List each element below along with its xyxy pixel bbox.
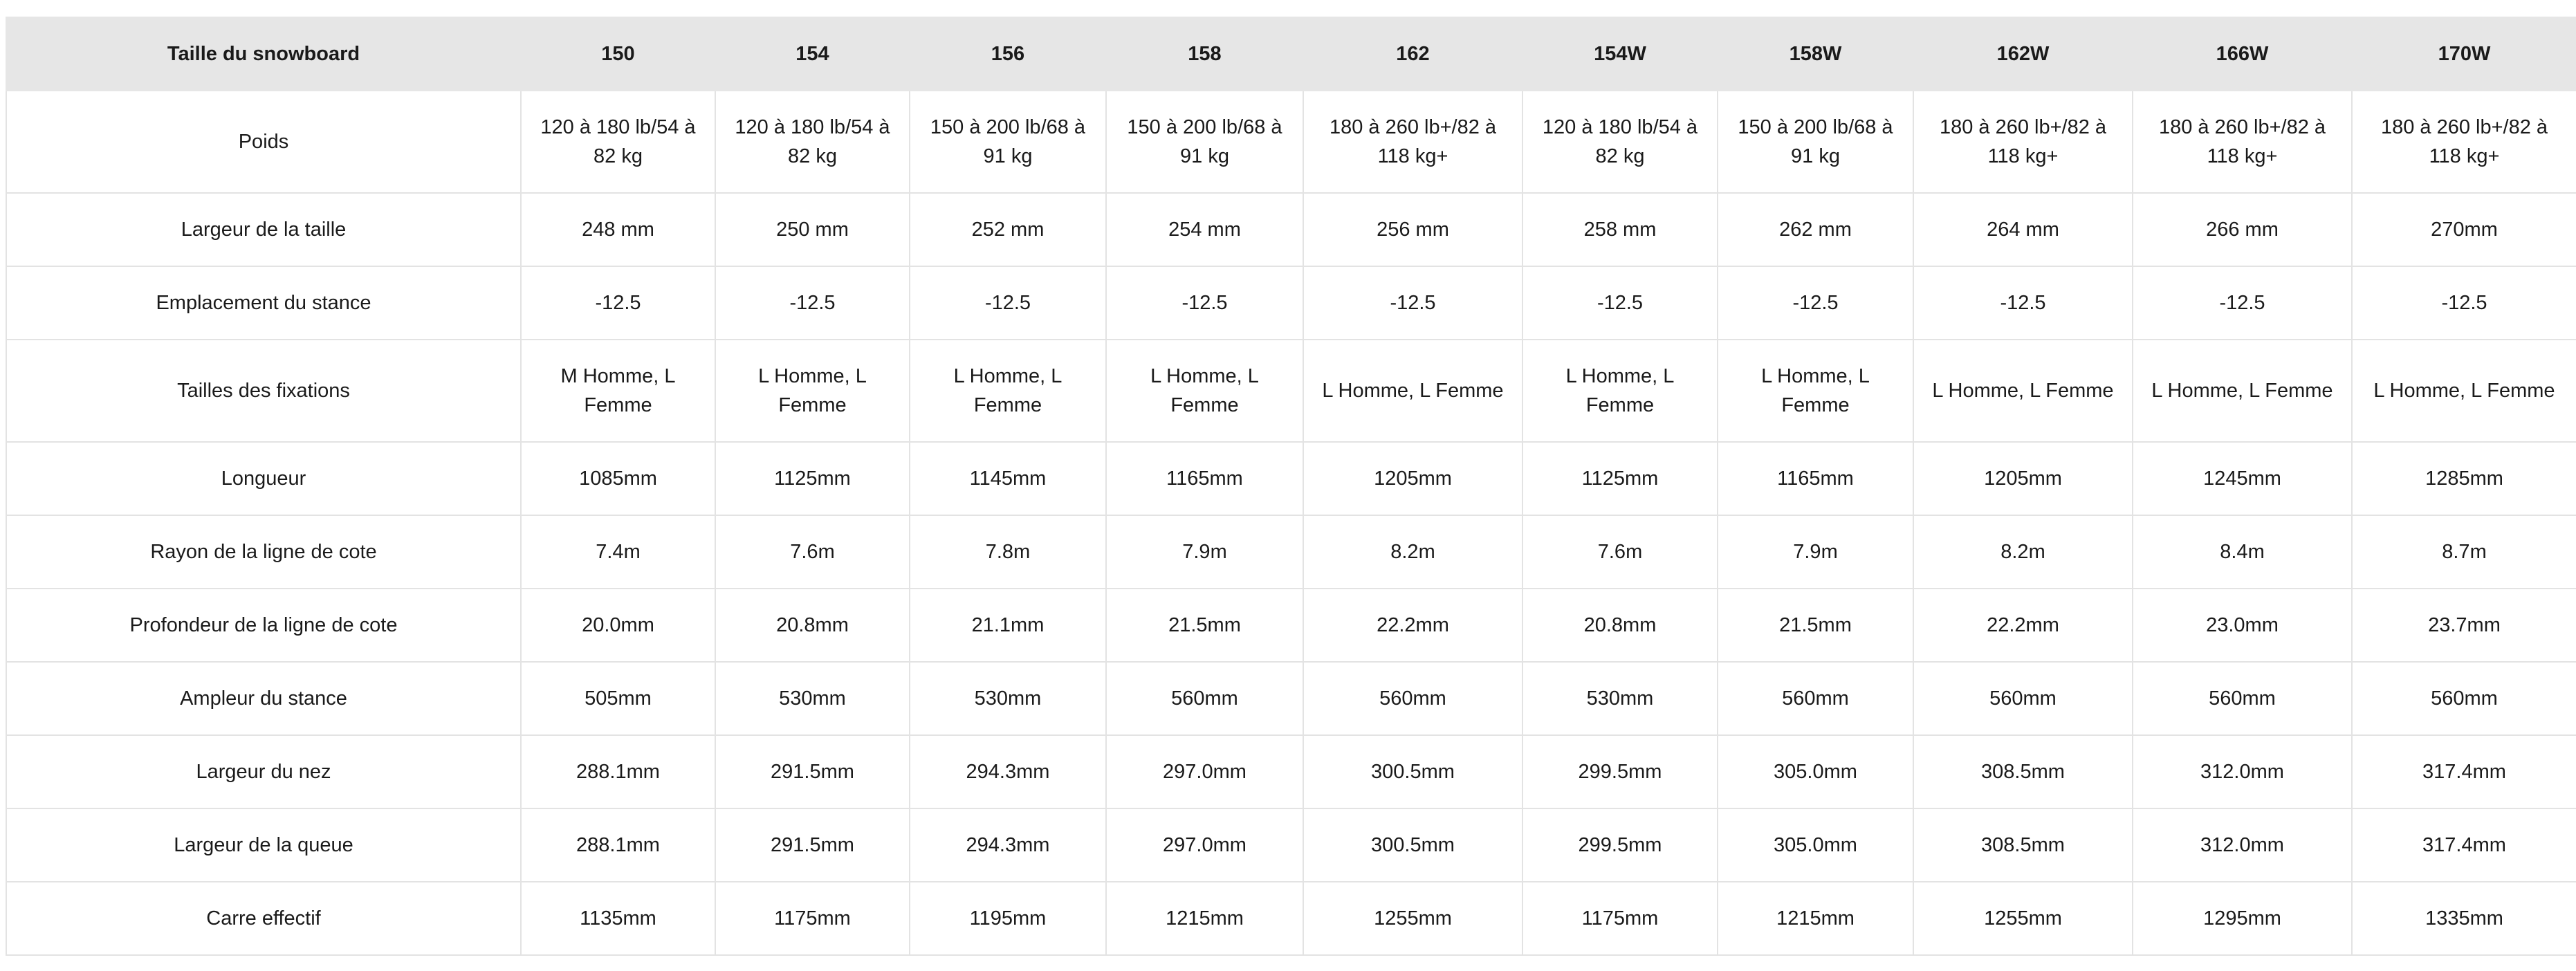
header-size-cell: 158 [1106, 17, 1303, 91]
value-cell: 312.0mm [2133, 735, 2352, 808]
value-cell: -12.5 [1522, 266, 1718, 340]
value-cell: 120 à 180 lb/54 à 82 kg [1522, 91, 1718, 193]
value-cell: L Homme, L Femme [1303, 340, 1522, 442]
value-cell: 1205mm [1303, 442, 1522, 515]
value-cell: 305.0mm [1718, 808, 1913, 882]
value-cell: 8.2m [1913, 515, 2133, 589]
value-cell: 256 mm [1303, 193, 1522, 266]
value-cell: 180 à 260 lb+/82 à 118 kg+ [2352, 91, 2576, 193]
value-cell: L Homme, L Femme [1913, 340, 2133, 442]
value-cell: 1125mm [1522, 442, 1718, 515]
row-label-cell: Ampleur du stance [6, 662, 521, 735]
value-cell: 505mm [521, 662, 715, 735]
value-cell: 1125mm [715, 442, 910, 515]
value-cell: 23.0mm [2133, 589, 2352, 662]
value-cell: 1335mm [2352, 882, 2576, 955]
value-cell: 270mm [2352, 193, 2576, 266]
value-cell: 23.7mm [2352, 589, 2576, 662]
value-cell: 1165mm [1718, 442, 1913, 515]
row-label-cell: Largeur du nez [6, 735, 521, 808]
value-cell: 560mm [2133, 662, 2352, 735]
value-cell: 1215mm [1718, 882, 1913, 955]
value-cell: 150 à 200 lb/68 à 91 kg [1106, 91, 1303, 193]
value-cell: -12.5 [2352, 266, 2576, 340]
value-cell: 291.5mm [715, 735, 910, 808]
value-cell: L Homme, L Femme [910, 340, 1106, 442]
value-cell: -12.5 [521, 266, 715, 340]
value-cell: 1255mm [1913, 882, 2133, 955]
row-label-cell: Rayon de la ligne de cote [6, 515, 521, 589]
value-cell: 22.2mm [1913, 589, 2133, 662]
header-size-cell: 162W [1913, 17, 2133, 91]
value-cell: 254 mm [1106, 193, 1303, 266]
value-cell: 22.2mm [1303, 589, 1522, 662]
value-cell: 266 mm [2133, 193, 2352, 266]
value-cell: 264 mm [1913, 193, 2133, 266]
value-cell: 150 à 200 lb/68 à 91 kg [1718, 91, 1913, 193]
value-cell: 1195mm [910, 882, 1106, 955]
value-cell: M Homme, L Femme [521, 340, 715, 442]
value-cell: 305.0mm [1718, 735, 1913, 808]
value-cell: 252 mm [910, 193, 1106, 266]
value-cell: 291.5mm [715, 808, 910, 882]
value-cell: -12.5 [715, 266, 910, 340]
row-label-cell: Emplacement du stance [6, 266, 521, 340]
table-row [6, 882, 2576, 955]
table-header [6, 17, 2576, 91]
table-row [6, 193, 2576, 266]
value-cell: 1295mm [2133, 882, 2352, 955]
value-cell: 1215mm [1106, 882, 1303, 955]
header-size-cell: 162 [1303, 17, 1522, 91]
header-label-cell: Taille du snowboard [6, 17, 521, 91]
value-cell: 180 à 260 lb+/82 à 118 kg+ [1913, 91, 2133, 193]
value-cell: 1135mm [521, 882, 715, 955]
value-cell: 7.8m [910, 515, 1106, 589]
value-cell: 560mm [1718, 662, 1913, 735]
value-cell: 312.0mm [2133, 808, 2352, 882]
value-cell: 7.4m [521, 515, 715, 589]
value-cell: -12.5 [2133, 266, 2352, 340]
value-cell: 299.5mm [1522, 735, 1718, 808]
value-cell: 180 à 260 lb+/82 à 118 kg+ [1303, 91, 1522, 193]
row-label-cell: Profondeur de la ligne de cote [6, 589, 521, 662]
value-cell: 1165mm [1106, 442, 1303, 515]
row-label-cell: Tailles des fixations [6, 340, 521, 442]
value-cell: L Homme, L Femme [2352, 340, 2576, 442]
table-row [6, 735, 2576, 808]
value-cell: 7.6m [715, 515, 910, 589]
value-cell: 21.5mm [1106, 589, 1303, 662]
spec-table-container [6, 17, 2576, 956]
value-cell: 1255mm [1303, 882, 1522, 955]
row-label-cell: Largeur de la taille [6, 193, 521, 266]
value-cell: 560mm [1303, 662, 1522, 735]
value-cell: 120 à 180 lb/54 à 82 kg [715, 91, 910, 193]
value-cell: 530mm [910, 662, 1106, 735]
value-cell: 20.0mm [521, 589, 715, 662]
value-cell: -12.5 [910, 266, 1106, 340]
value-cell: 297.0mm [1106, 808, 1303, 882]
snowboard-size-chart [6, 17, 2576, 956]
value-cell: -12.5 [1913, 266, 2133, 340]
header-size-cell: 154W [1522, 17, 1718, 91]
value-cell: 308.5mm [1913, 808, 2133, 882]
value-cell: 530mm [715, 662, 910, 735]
table-row [6, 808, 2576, 882]
row-label-cell: Largeur de la queue [6, 808, 521, 882]
value-cell: 20.8mm [1522, 589, 1718, 662]
table-row [6, 340, 2576, 442]
value-cell: 150 à 200 lb/68 à 91 kg [910, 91, 1106, 193]
value-cell: -12.5 [1303, 266, 1522, 340]
header-size-cell: 166W [2133, 17, 2352, 91]
value-cell: 7.9m [1718, 515, 1913, 589]
value-cell: 20.8mm [715, 589, 910, 662]
value-cell: 7.9m [1106, 515, 1303, 589]
value-cell: 300.5mm [1303, 735, 1522, 808]
value-cell: 250 mm [715, 193, 910, 266]
value-cell: 560mm [2352, 662, 2576, 735]
table-body [6, 91, 2576, 955]
value-cell: 8.7m [2352, 515, 2576, 589]
value-cell: 1145mm [910, 442, 1106, 515]
value-cell: 308.5mm [1913, 735, 2133, 808]
row-label-cell: Poids [6, 91, 521, 193]
value-cell: 262 mm [1718, 193, 1913, 266]
value-cell: 288.1mm [521, 735, 715, 808]
row-label-cell: Longueur [6, 442, 521, 515]
table-row [6, 589, 2576, 662]
value-cell: 180 à 260 lb+/82 à 118 kg+ [2133, 91, 2352, 193]
header-size-cell: 158W [1718, 17, 1913, 91]
table-row [6, 515, 2576, 589]
value-cell: 1085mm [521, 442, 715, 515]
value-cell: 299.5mm [1522, 808, 1718, 882]
value-cell: 8.4m [2133, 515, 2352, 589]
value-cell: 8.2m [1303, 515, 1522, 589]
value-cell: 7.6m [1522, 515, 1718, 589]
table-row [6, 266, 2576, 340]
value-cell: 1175mm [1522, 882, 1718, 955]
value-cell: 297.0mm [1106, 735, 1303, 808]
header-size-cell: 154 [715, 17, 910, 91]
value-cell: 1175mm [715, 882, 910, 955]
value-cell: 317.4mm [2352, 735, 2576, 808]
value-cell: 21.1mm [910, 589, 1106, 662]
value-cell: 1205mm [1913, 442, 2133, 515]
table-row [6, 91, 2576, 193]
value-cell: 288.1mm [521, 808, 715, 882]
value-cell: 530mm [1522, 662, 1718, 735]
value-cell: 248 mm [521, 193, 715, 266]
value-cell: 1285mm [2352, 442, 2576, 515]
row-label-cell: Carre effectif [6, 882, 521, 955]
value-cell: 317.4mm [2352, 808, 2576, 882]
value-cell: L Homme, L Femme [2133, 340, 2352, 442]
header-size-cell: 156 [910, 17, 1106, 91]
table-row [6, 442, 2576, 515]
value-cell: -12.5 [1106, 266, 1303, 340]
table-row [6, 662, 2576, 735]
value-cell: L Homme, L Femme [1522, 340, 1718, 442]
value-cell: 294.3mm [910, 735, 1106, 808]
value-cell: 1245mm [2133, 442, 2352, 515]
value-cell: L Homme, L Femme [715, 340, 910, 442]
value-cell: -12.5 [1718, 266, 1913, 340]
value-cell: 258 mm [1522, 193, 1718, 266]
value-cell: 560mm [1913, 662, 2133, 735]
header-size-cell: 150 [521, 17, 715, 91]
value-cell: L Homme, L Femme [1106, 340, 1303, 442]
header-size-cell: 170W [2352, 17, 2576, 91]
value-cell: 120 à 180 lb/54 à 82 kg [521, 91, 715, 193]
value-cell: L Homme, L Femme [1718, 340, 1913, 442]
value-cell: 294.3mm [910, 808, 1106, 882]
value-cell: 560mm [1106, 662, 1303, 735]
header-row [6, 17, 2576, 91]
value-cell: 21.5mm [1718, 589, 1913, 662]
value-cell: 300.5mm [1303, 808, 1522, 882]
